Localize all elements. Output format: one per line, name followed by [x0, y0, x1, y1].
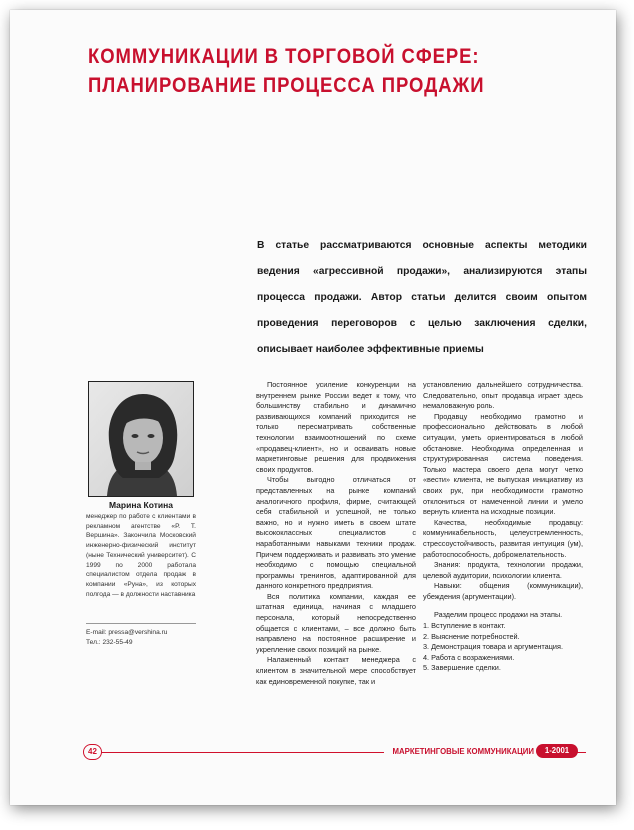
paragraph: Налаженный контакт менеджера с клиентом в значительной мере способствует как единовременной покупке, так и	[256, 655, 416, 686]
paragraph: Продавцу необходимо грамотно и профессионально действовать в любой ситуации, уметь ориентироваться в любой обстановке. Необходима определенная и структурированная система поведения. Только мастера своего дела могут четко «вести» клиента, не выпуская инициативу из своих рук, при необходимости грамотно отклониться от намеченной линии и умело вернуть клиента на исходные позиции.	[423, 411, 583, 517]
page-number: 42	[83, 744, 102, 760]
paragraph: Навыки: общения (коммуникации), убеждения (аргументации).	[423, 581, 583, 601]
list-item: 1. Вступление в контакт.	[423, 621, 506, 631]
body-column-1	[256, 380, 416, 687]
author-photo	[88, 381, 194, 497]
list-item: 4. Работа с возражениями.	[423, 652, 515, 662]
paragraph: Постоянное усиление конкуренции на внутреннем рынке России ведет к тому, что большинству стабильно и динамично развивающихся компаний приходится не только пересматривать собственные технологии взаимоотношений по схеме «продавец-клиент», но и осваивать новые маркетинговые решения для продвижения своих продуктов.	[256, 380, 416, 474]
list-item: 3. Демонстрация товара и аргументация.	[423, 642, 563, 652]
author-contacts	[86, 628, 206, 647]
paragraph: Качества, необходимые продавцу: коммуникабельность, целеустремленность, стрессоустойчивость, развитая интуиция (ум), работоспособность, доброжелательность.	[423, 517, 583, 559]
article-title	[88, 42, 518, 100]
article-title-line-1: КОММУНИКАЦИИ В ТОРГОВОЙ СФЕРЕ:	[88, 44, 480, 68]
list-item: 2. Выяснение потребностей.	[423, 631, 520, 641]
article-title-line-2: ПЛАНИРОВАНИЕ ПРОЦЕССА ПРОДАЖИ	[88, 73, 485, 97]
paragraph: Вся политика компании, каждая ее штатная единица, начиная с младшего персонала, который непосредственно общается с клиентами, – все должно быть направлено на постоянное расширение и укрепление своих позиций на рынке.	[256, 591, 416, 654]
article-lead: В статье рассматриваются основные аспекты методики ведения «агрессивной продажи», анализируются этапы процесса продажи. Автор статьи делится своим опытом проведения переговоров с целью заключения сделки, описывает наиболее эффективные приемы	[257, 240, 587, 355]
magazine-name: МАРКЕТИНГОВЫЕ КОММУНИКАЦИИ	[384, 744, 538, 760]
author-email[interactable]: E-mail: pressa@vershina.ru	[86, 629, 168, 636]
author-bio: менеджер по работе с клиентами в рекламном агентстве «Р. Т. Вершина». Закончила Московский инженерно-физический институт (ныне Технический университет). С 1999 по 2000 работала специалистом отдела продаж в компании «Руна», из которых полгода — в должности наставника	[86, 513, 196, 598]
paragraph: установлению дальнейшего сотрудничества. Следовательно, опыт продавца играет здесь немаловажную роль.	[423, 380, 583, 411]
author-divider	[86, 623, 196, 624]
list-item: 5. Завершение сделки.	[423, 663, 501, 673]
paragraph: Чтобы выгодно отличаться от представленных на рынке компаний аналогичного профиля, фирме, считающей себя стабильной и успешной, не только важно, но и нужно иметь в своем штате высококлассных специалистов с наработанными навыками техники продаж. Причем поддерживать и развивать это умение необходимо с помощью специальной программы тренингов, адаптированной для данного конкретного предприятия.	[256, 475, 416, 591]
body-column-2	[423, 380, 583, 674]
author-phone: Тел.: 232-55-49	[86, 638, 133, 646]
issue-badge: 1-2001	[536, 744, 578, 758]
paragraph: Разделим процесс продажи на этапы.	[434, 610, 563, 620]
author-name: Марина Котина	[109, 500, 173, 510]
paragraph: Знания: продукта, технологии продажи, целевой аудитории, психологии клиента.	[423, 560, 583, 580]
portrait-image	[89, 382, 193, 496]
